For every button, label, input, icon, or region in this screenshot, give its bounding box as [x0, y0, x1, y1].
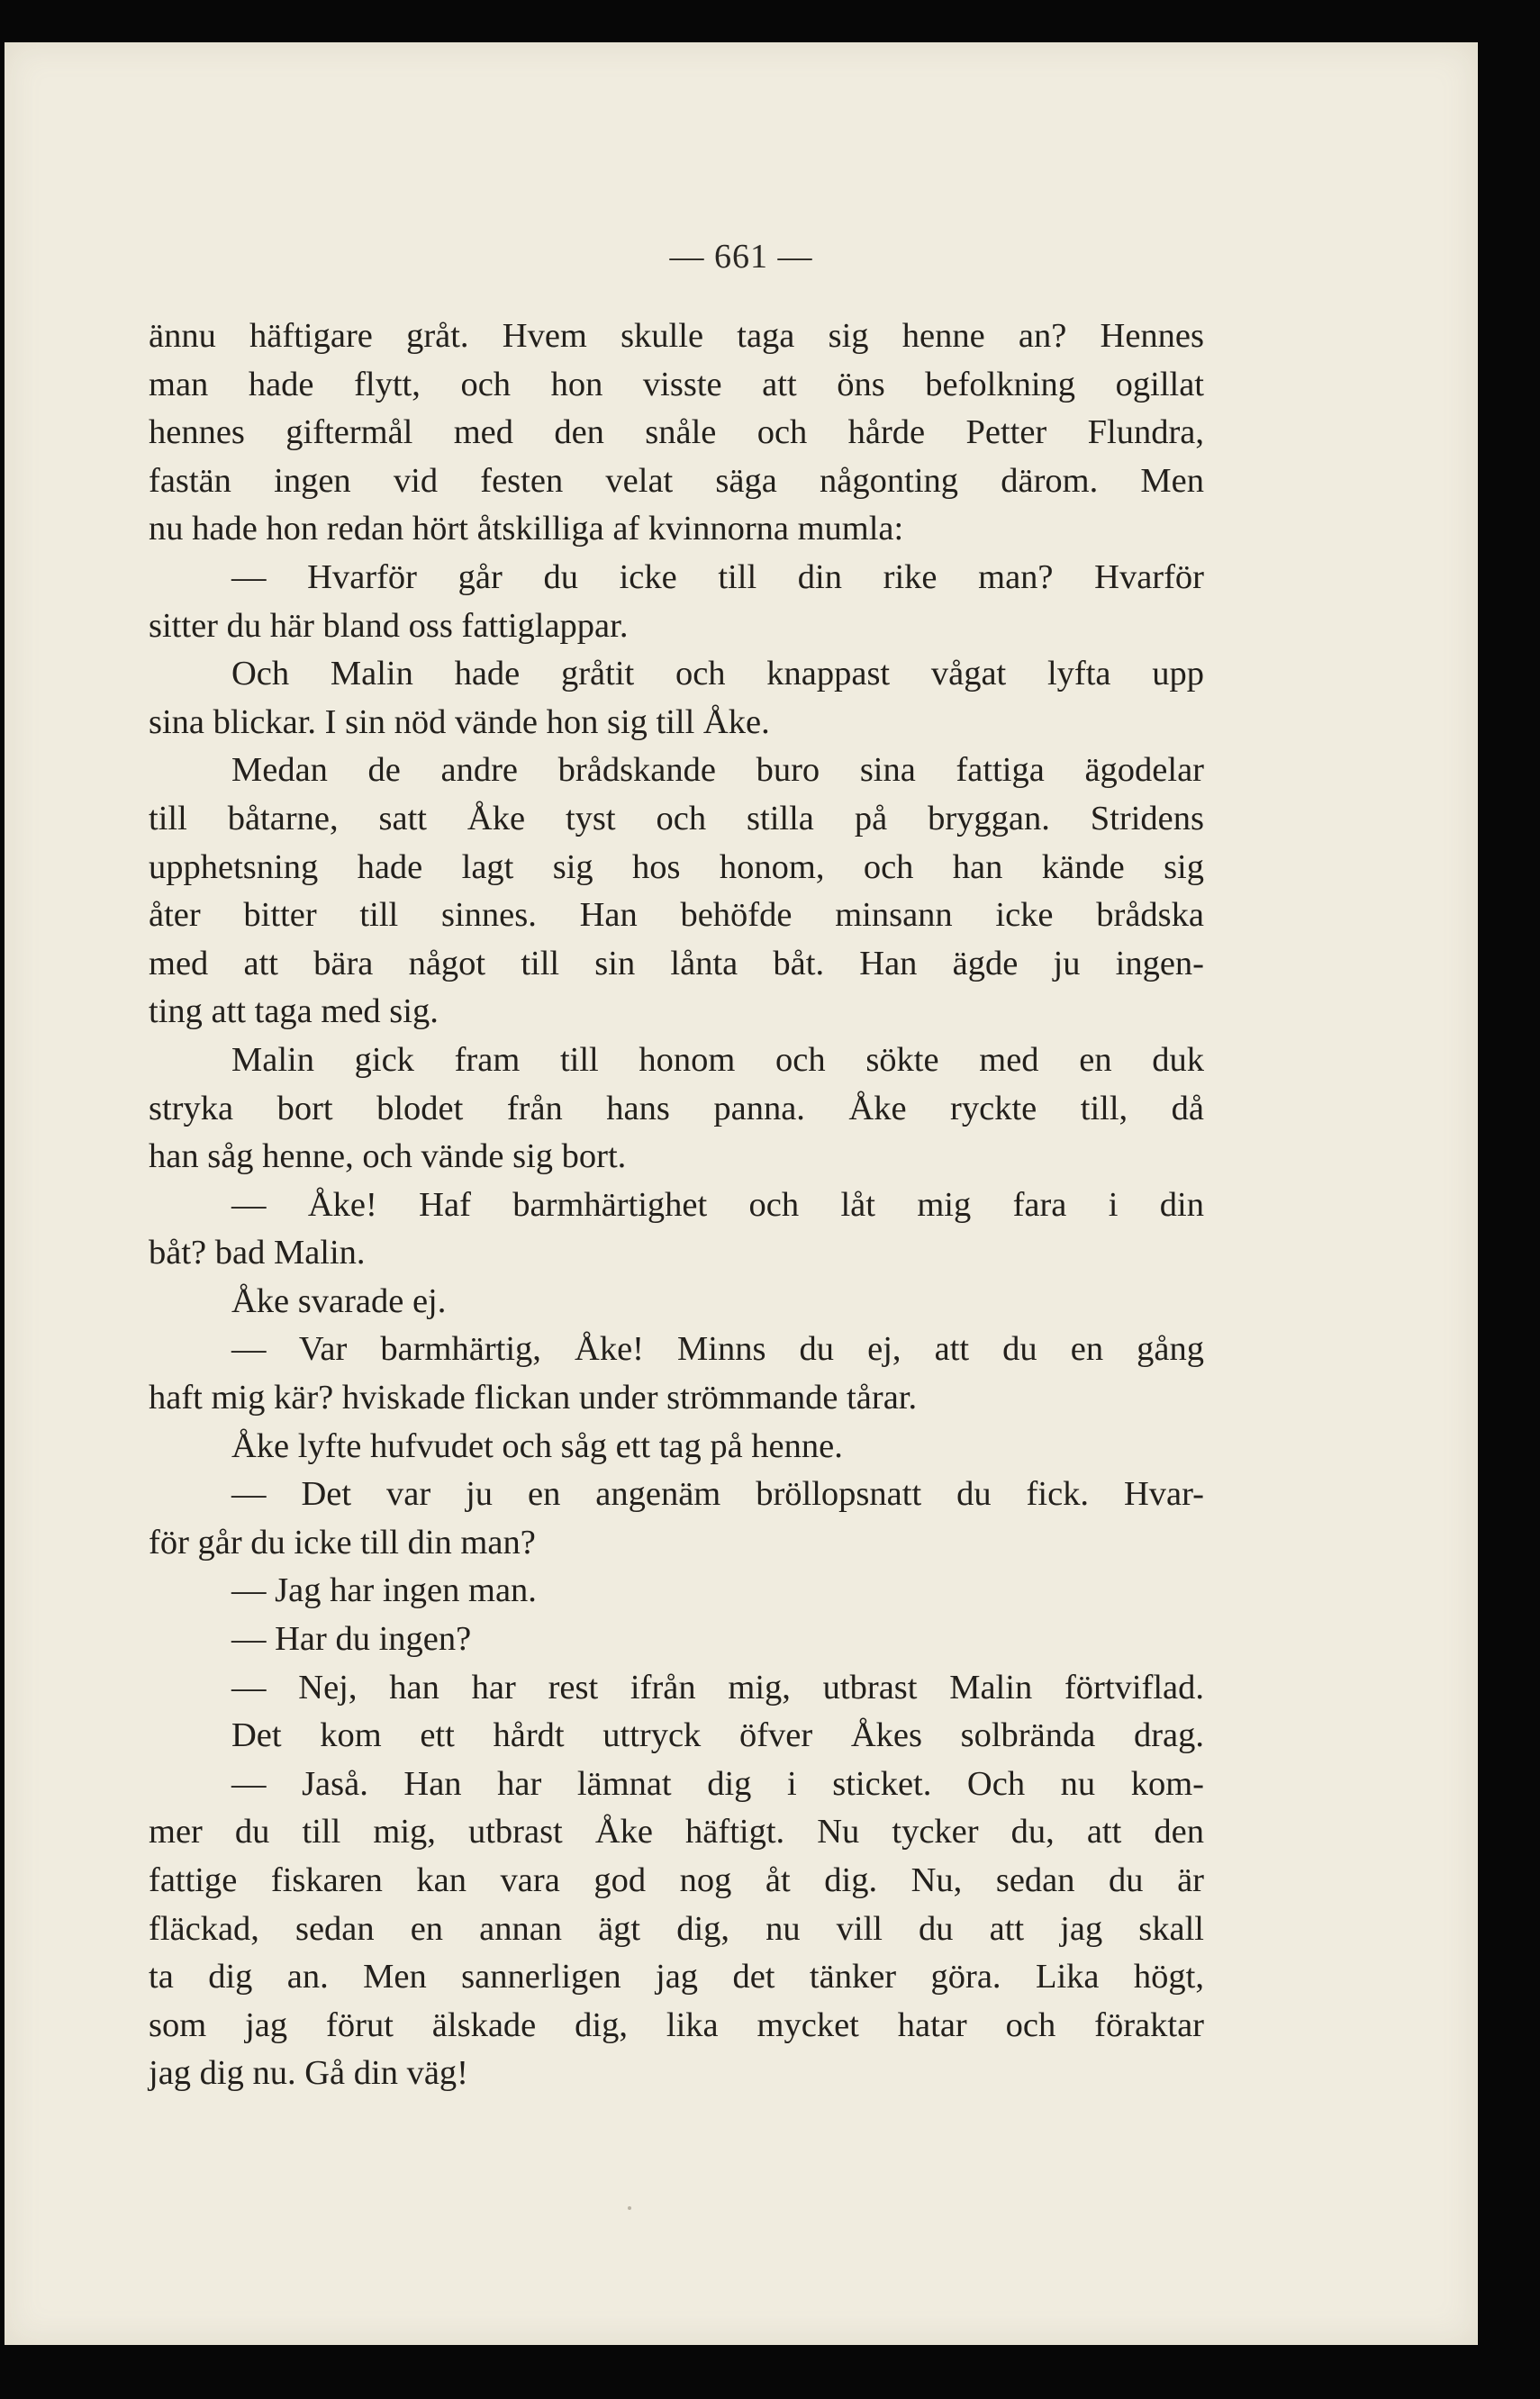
text-line: ting att taga med sig.: [149, 992, 439, 1031]
book-page: [5, 42, 1478, 2345]
text-line: Åke svarade ej.: [231, 1281, 447, 1320]
text-line: — Åke! Haf barmhärtighet och låt mig fara i din: [231, 1185, 1204, 1224]
text-line: som jag förut älskade dig, lika mycket hatar och föraktar: [149, 2005, 1204, 2044]
text-line: jag dig nu. Gå din väg!: [149, 2054, 468, 2093]
text-line: nu hade hon redan hört åtskilliga af kvinnorna mumla:: [149, 510, 904, 548]
text-line: Malin gick fram till honom och sökte med en duk: [231, 1040, 1204, 1079]
text-line: sina blickar. I sin nöd vände hon sig till Åke.: [149, 702, 770, 741]
text-line: åter bitter till sinnes. Han behöfde minsann icke brådska: [149, 896, 1204, 935]
paper-speck: [628, 2206, 631, 2210]
text-line: för går du icke till din man?: [149, 1523, 536, 1562]
text-line: till båtarne, satt Åke tyst och stilla på bryggan. Stridens: [149, 799, 1204, 837]
text-line: båt? bad Malin.: [149, 1234, 366, 1272]
text-line: fastän ingen vid festen velat säga någonting därom. Men: [149, 461, 1204, 500]
text-line: — Var barmhärtig, Åke! Minns du ej, att du en gång: [231, 1330, 1204, 1369]
text-line: fläckad, sedan en annan ägt dig, nu vill du att jag skall: [149, 1909, 1204, 1948]
text-line: han såg henne, och vände sig bort.: [149, 1137, 627, 1176]
page-number: — 661 —: [669, 238, 813, 276]
text-body: [149, 312, 1204, 2098]
text-line: ta dig an. Men sannerligen jag det tänker göra. Lika högt,: [149, 1958, 1204, 1996]
text-line: — Hvarför går du icke till din rike man? Hvarför: [231, 557, 1204, 596]
text-line: hennes giftermål med den snåle och hårde Petter Flundra,: [149, 413, 1204, 452]
text-line: — Jag har ingen man.: [231, 1571, 537, 1610]
text-line: — Det var ju en angenäm bröllopsnatt du fick. Hvar-: [231, 1475, 1204, 1514]
text-line: sitter du här bland oss fattiglappar.: [149, 606, 629, 645]
text-line: haft mig kär? hviskade flickan under strömmande tårar.: [149, 1379, 918, 1417]
text-line: Det kom ett hårdt uttryck öfver Åkes solbrända drag.: [231, 1716, 1204, 1755]
text-line: — Jaså. Han har lämnat dig i sticket. Och nu kom-: [231, 1764, 1204, 1803]
text-line: mer du till mig, utbrast Åke häftigt. Nu tycker du, att den: [149, 1813, 1204, 1851]
text-line: Och Malin hade gråtit och knappast vågat lyfta upp: [231, 655, 1204, 693]
text-line: — Nej, han har rest ifrån mig, utbrast Malin förtviflad.: [231, 1668, 1204, 1706]
text-line: fattige fiskaren kan vara god nog åt dig. Nu, sedan du är: [149, 1861, 1204, 1899]
text-line: upphetsning hade lagt sig hos honom, och han kände sig: [149, 847, 1204, 886]
text-line: stryka bort blodet från hans panna. Åke ryckte till, då: [149, 1089, 1204, 1127]
text-line: ännu häftigare gråt. Hvem skulle taga sig henne an? Hennes: [149, 317, 1204, 355]
text-line: Medan de andre brådskande buro sina fattiga ägodelar: [231, 751, 1204, 790]
text-line: Åke lyfte hufvudet och såg ett tag på henne.: [231, 1426, 843, 1465]
text-line: med att bära något till sin lånta båt. Han ägde ju ingen-: [149, 944, 1204, 982]
text-line: — Har du ingen?: [231, 1620, 472, 1659]
text-line: man hade flytt, och hon visste att öns befolkning ogillat: [149, 365, 1204, 403]
